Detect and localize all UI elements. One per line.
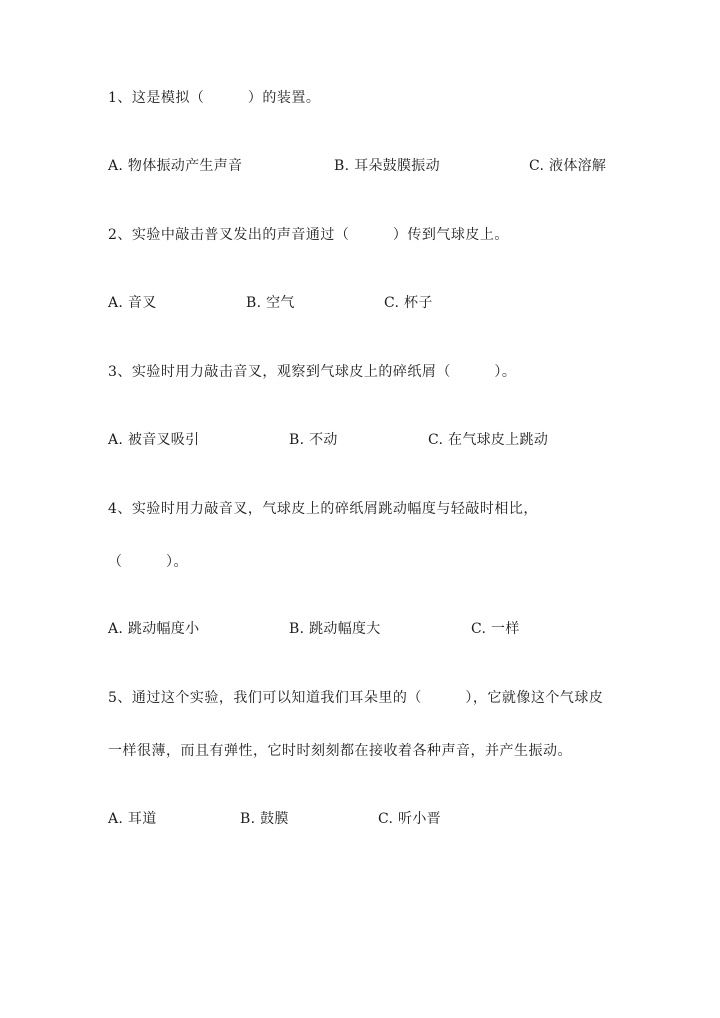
question-5-option-a: A. 耳道 [108, 811, 157, 827]
question-1-text: 1、这是模拟（ ）的装置。 [108, 90, 321, 106]
question-3-option-a: A. 被音叉吸引 [108, 432, 200, 448]
question-4-option-b: B. 跳动幅度大 [289, 621, 381, 637]
question-3-option-c: C. 在气球皮上跳动 [428, 432, 549, 448]
question-4-option-c: C. 一样 [471, 621, 520, 637]
question-2-option-a: A. 音叉 [108, 295, 157, 311]
question-1-option-b: B. 耳朵鼓膜振动 [334, 158, 440, 174]
question-1-option-c: C. 液体溶解 [529, 158, 607, 174]
question-3-text: 3、实验时用力敲击音叉，观察到气球皮上的碎纸屑（ ）。 [108, 364, 517, 380]
question-3-option-b: B. 不动 [289, 432, 338, 448]
question-5-option-b: B. 鼓膜 [240, 811, 289, 827]
question-5-text-line-1: 5、通过这个实验，我们可以知道我们耳朵里的（ ），它就像这个气球皮 [108, 690, 604, 706]
question-5-option-c: C. 听小晋 [378, 811, 441, 827]
question-4-text-line-2: （ ）。 [108, 554, 188, 570]
question-4-option-a: A. 跳动幅度小 [108, 621, 200, 637]
question-5-text-line-2: 一样很薄，而且有弹性，它时时刻刻都在接收着各种声音，并产生振动。 [108, 743, 572, 759]
question-1-option-a: A. 物体振动产生声音 [108, 158, 243, 174]
question-2-text: 2、实验中敲击普叉发出的声音通过（ ）传到气球皮上。 [108, 227, 509, 243]
question-2-option-b: B. 空气 [246, 295, 295, 311]
question-4-text-line-1: 4、实验时用力敲音叉，气球皮上的碎纸屑跳动幅度与轻敲时相比， [108, 501, 538, 517]
question-2-option-c: C. 杯子 [384, 295, 433, 311]
